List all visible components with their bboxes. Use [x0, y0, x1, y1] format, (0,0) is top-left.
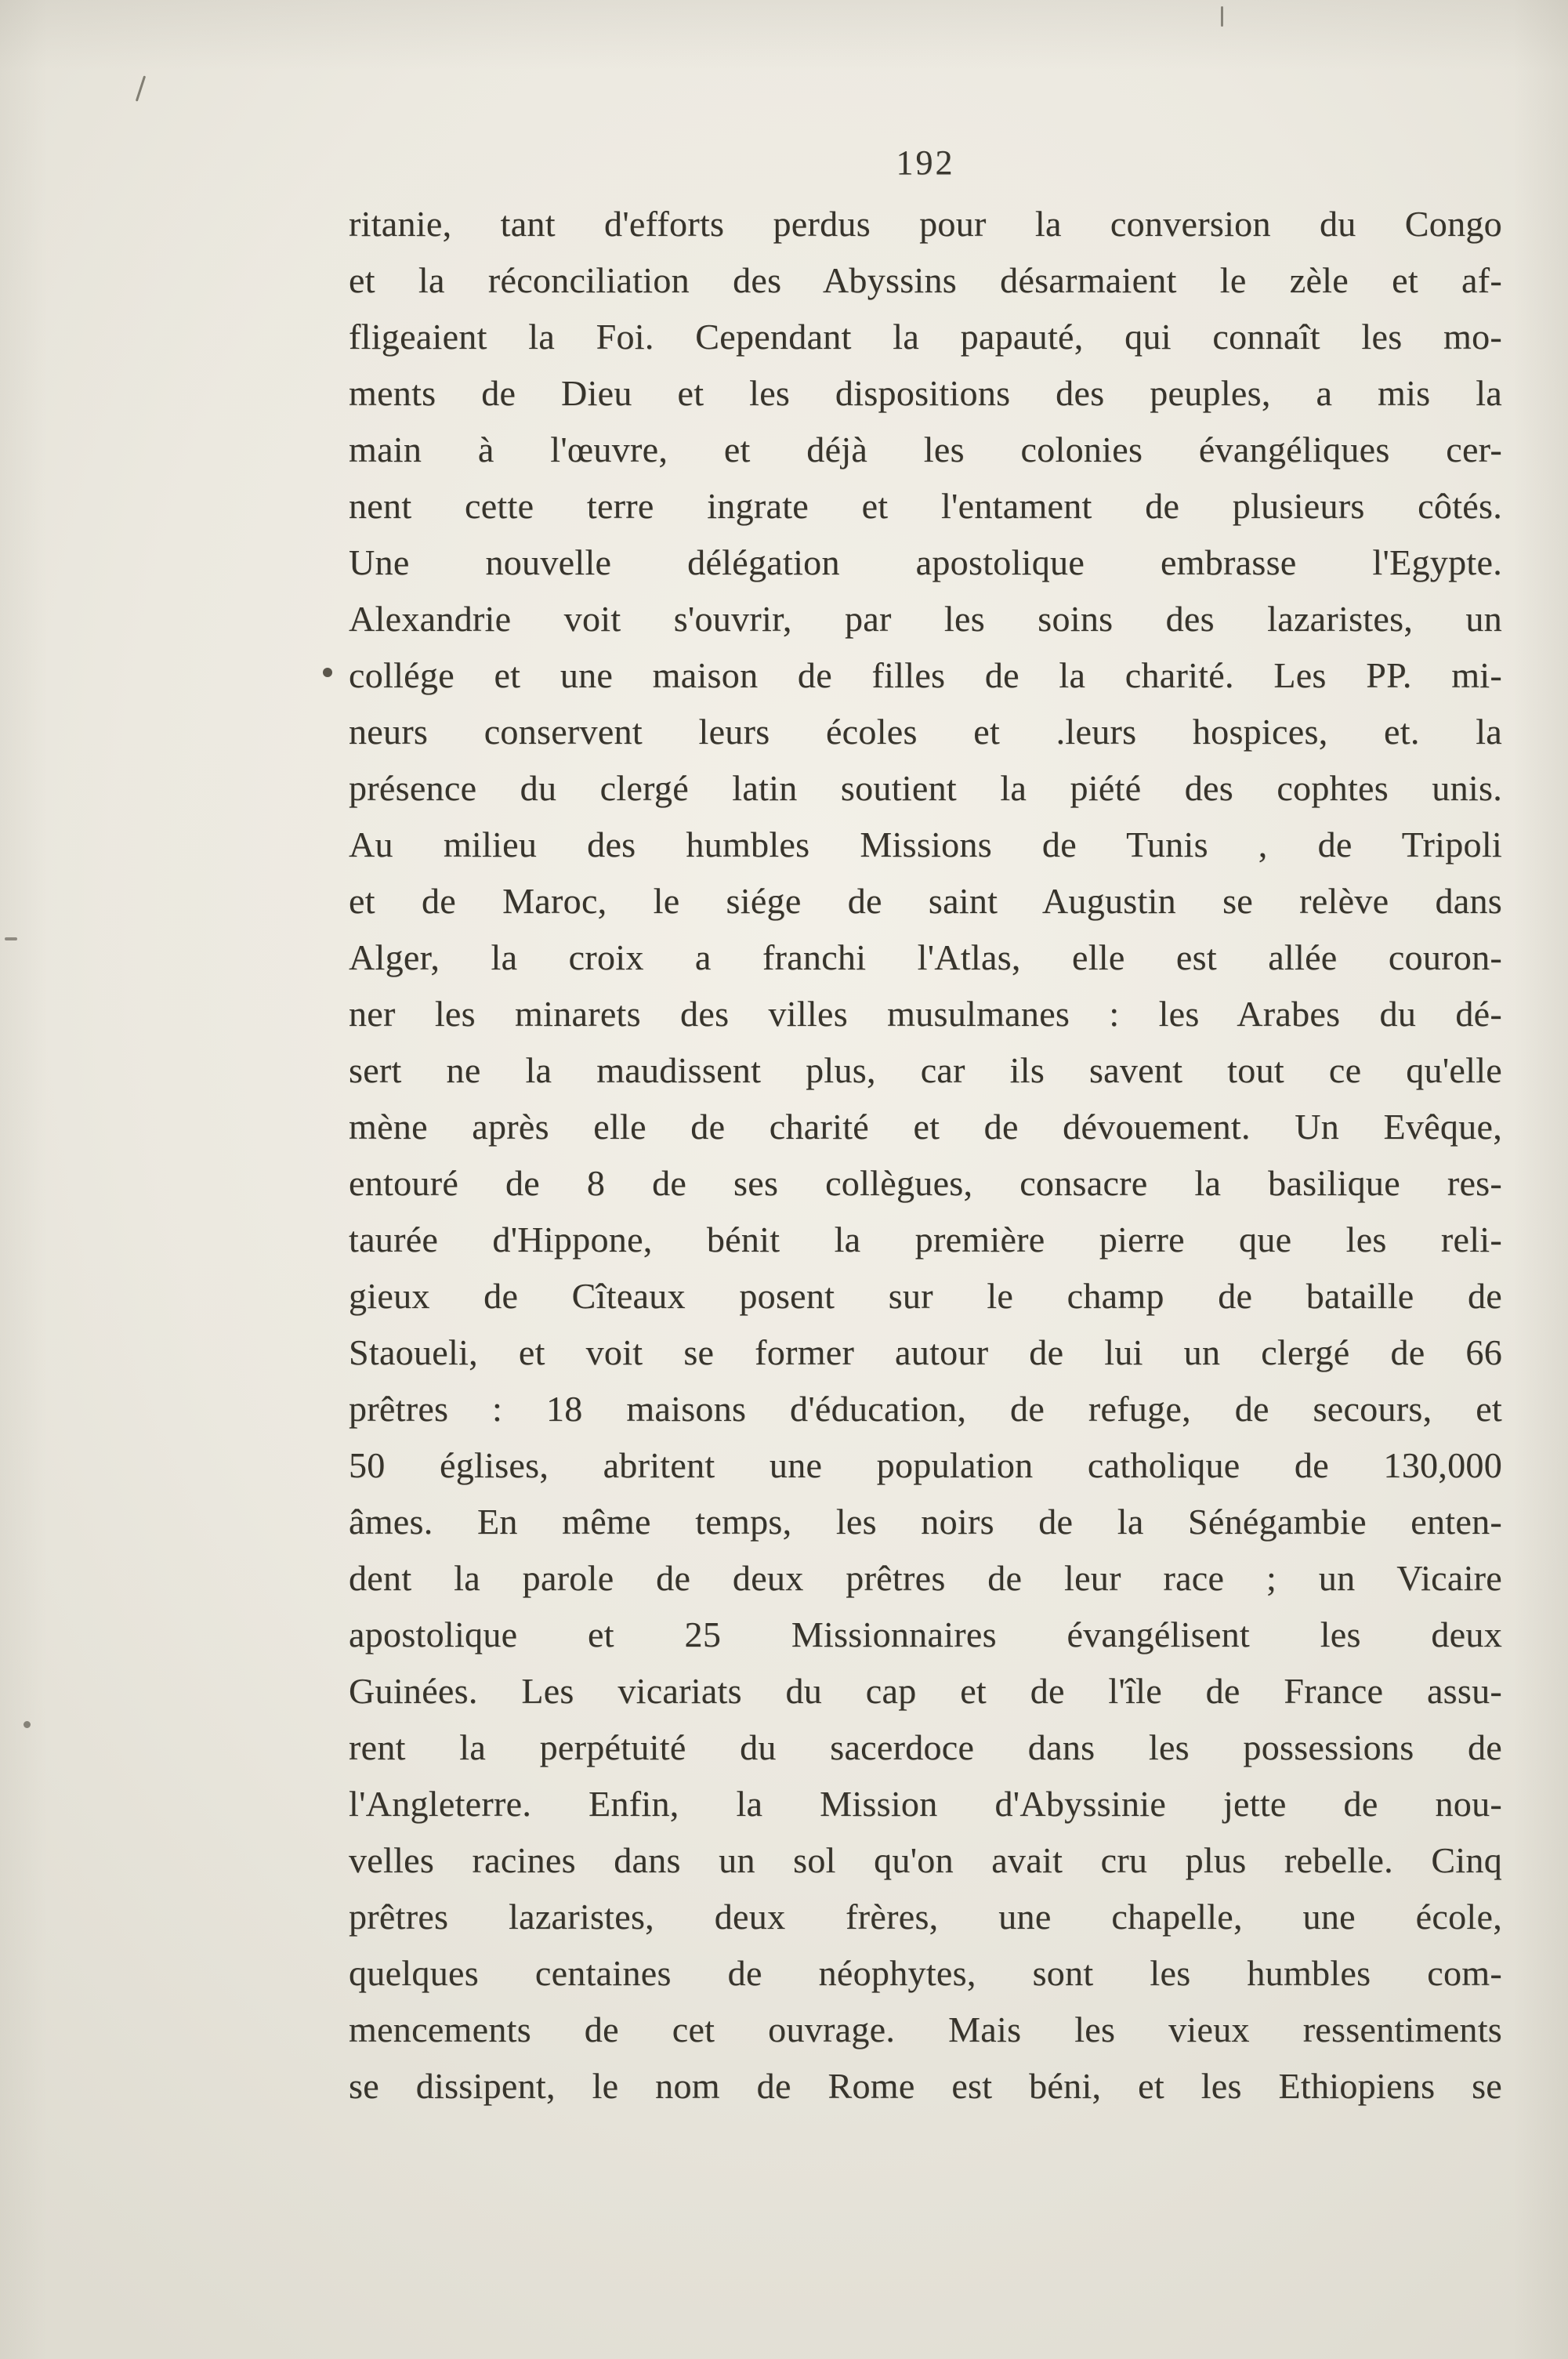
page-edge-shading-top — [0, 0, 1568, 71]
body-text-block — [349, 196, 1502, 2114]
text-line: prêtres : 18 maisons d'éducation, de refuge, de secours, et — [349, 1389, 1502, 1429]
text-line: rent la perpétuité du sacerdoce dans les possessions de — [349, 1727, 1502, 1767]
text-line: ner les minarets des villes musulmanes : les Arabes du dé- — [349, 994, 1502, 1034]
page-edge-shading-right — [1513, 0, 1568, 2359]
text-line: âmes. En même temps, les noirs de la Sénégambie enten- — [349, 1502, 1502, 1542]
text-line: ments de Dieu et les dispositions des peuples, a mis la — [349, 373, 1502, 413]
text-line: 50 églises, abritent une population catholique de 130,000 — [349, 1445, 1502, 1485]
text-line: Alger, la croix a franchi l'Atlas, elle est allée couron- — [349, 937, 1502, 977]
text-line: Une nouvelle délégation apostolique embrasse l'Egypte. — [349, 542, 1502, 582]
top-tick-artifact — [1221, 6, 1223, 27]
text-line: dent la parole de deux prêtres de leur race ; un Vicaire — [349, 1558, 1502, 1598]
text-line: apostolique et 25 Missionnaires évangélisent les deux — [349, 1614, 1502, 1654]
text-line: quelques centaines de néophytes, sont les humbles com- — [349, 1953, 1502, 1993]
left-edge-dash-artifact — [5, 937, 17, 940]
text-line: taurée d'Hippone, bénit la première pierre que les reli- — [349, 1219, 1502, 1259]
text-line: et la réconciliation des Abyssins désarmaient le zèle et af- — [349, 260, 1502, 300]
text-line: mène après elle de charité et de dévouement. Un Evêque, — [349, 1107, 1502, 1147]
text-line: neurs conservent leurs écoles et .leurs hospices, et. la — [349, 712, 1502, 752]
page-number: 192 — [896, 143, 955, 182]
margin-ink-dot-artifact — [323, 668, 332, 677]
page-edge-shading-left — [0, 0, 47, 2359]
text-line: collége et une maison de filles de la charité. Les PP. mi- — [349, 655, 1502, 695]
text-line: ritanie, tant d'efforts perdus pour la conversion du Congo — [349, 204, 1502, 244]
text-line: prêtres lazaristes, deux frères, une chapelle, une école, — [349, 1897, 1502, 1937]
text-line: velles racines dans un sol qu'on avait cru plus rebelle. Cinq — [349, 1840, 1502, 1880]
text-line: Au milieu des humbles Missions de Tunis , de Tripoli — [349, 824, 1502, 864]
text-line: et de Maroc, le siége de saint Augustin se relève dans — [349, 881, 1502, 921]
text-line: main à l'œuvre, et déjà les colonies évangéliques cer- — [349, 429, 1502, 469]
text-line: gieux de Cîteaux posent sur le champ de bataille de — [349, 1276, 1502, 1316]
text-line: Alexandrie voit s'ouvrir, par les soins des lazaristes, un — [349, 599, 1502, 639]
text-line: mencements de cet ouvrage. Mais les vieux ressentiments — [349, 2009, 1502, 2049]
text-line: entouré de 8 de ses collègues, consacre la basilique res- — [349, 1163, 1502, 1203]
left-edge-dot-artifact — [24, 1721, 31, 1728]
top-left-slash-artifact — [136, 75, 146, 101]
text-line: sert ne la maudissent plus, car ils savent tout ce qu'elle — [349, 1050, 1502, 1090]
text-line: se dissipent, le nom de Rome est béni, et les Ethiopiens se — [349, 2066, 1502, 2106]
text-line: l'Angleterre. Enfin, la Mission d'Abyssinie jette de nou- — [349, 1784, 1502, 1824]
text-line: nent cette terre ingrate et l'entament de plusieurs côtés. — [349, 486, 1502, 526]
text-line: Staoueli, et voit se former autour de lui un clergé de 66 — [349, 1332, 1502, 1372]
text-line: Guinées. Les vicariats du cap et de l'île de France assu- — [349, 1671, 1502, 1711]
text-line: présence du clergé latin soutient la piété des cophtes unis. — [349, 768, 1502, 808]
text-line: fligeaient la Foi. Cependant la papauté, qui connaît les mo- — [349, 317, 1502, 357]
